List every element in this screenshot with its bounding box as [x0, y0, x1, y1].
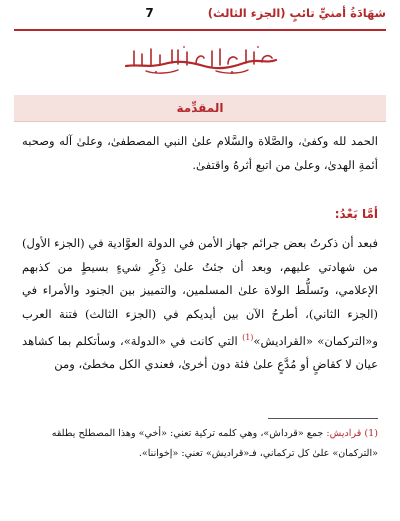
- footnote-reference[interactable]: (1): [242, 333, 254, 342]
- footnote-marker: (1): [364, 428, 378, 439]
- intro-paragraph: الحمد لله وكفىٰ، والصَّلاة والسَّلام علىٰ النبي المصطفىٰ، وعلىٰ آله وصحبه أئمةِ الهدىٰ، وعلىٰ من اتبع أثرهُ واقتفىٰ.: [22, 134, 378, 172]
- subheading: أمَّا بَعْدُ:: [334, 207, 378, 221]
- page-number: 7: [145, 6, 154, 20]
- basmala-calligraphy: [120, 42, 280, 76]
- running-header: [14, 0, 386, 26]
- body-text-part-1: فبعد أن ذكرتُ بعض جرائم جهاز الأمن في الدولة العوَّادية في (الجزء الأول) من شهادتي عليهم، وبعد أن جئتُ علىٰ ذِكْرِ شيءٍ بسيطٍ من كذبهم الإعلامي، وتَسلُّط الولاة علىٰ المسلمين، والتمييز بين الجنود والأمراء في (الجزء الثاني)، أطرحُ الآن بين أيديكم في (الجزء الثالث) فتنة العرب و«التركمان» «القراديش»: [22, 236, 378, 348]
- footnote-text: جمع «قرداش»، وهي كلمه تركية تعني: «أخي» وهذا المصطلح يطلقه «التركمان» علىٰ كل تركماني، فـ«قراديش» تعني: «إخواننا».: [51, 428, 378, 459]
- section-heading-bar: [14, 95, 386, 122]
- body-text-part-2: التي كانت في «الدولة»، وسأتكلم بما كشاهد عيان لا كقاضٍ أو مُدَّعٍ علىٰ فئة دون أخرىٰ، فعندي الكل مخطئ، ومن: [22, 333, 378, 372]
- body-paragraph: [22, 232, 378, 377]
- footnote: [24, 424, 378, 464]
- footnote-separator: [268, 418, 378, 419]
- section-title: المقدِّمة: [176, 101, 224, 115]
- footnote-label: قراديش:: [326, 428, 362, 439]
- header-title: شهَادَةُ أمنيٍّ تائبٍ (الجزء الثالث): [207, 6, 386, 20]
- header-rule: [14, 29, 386, 31]
